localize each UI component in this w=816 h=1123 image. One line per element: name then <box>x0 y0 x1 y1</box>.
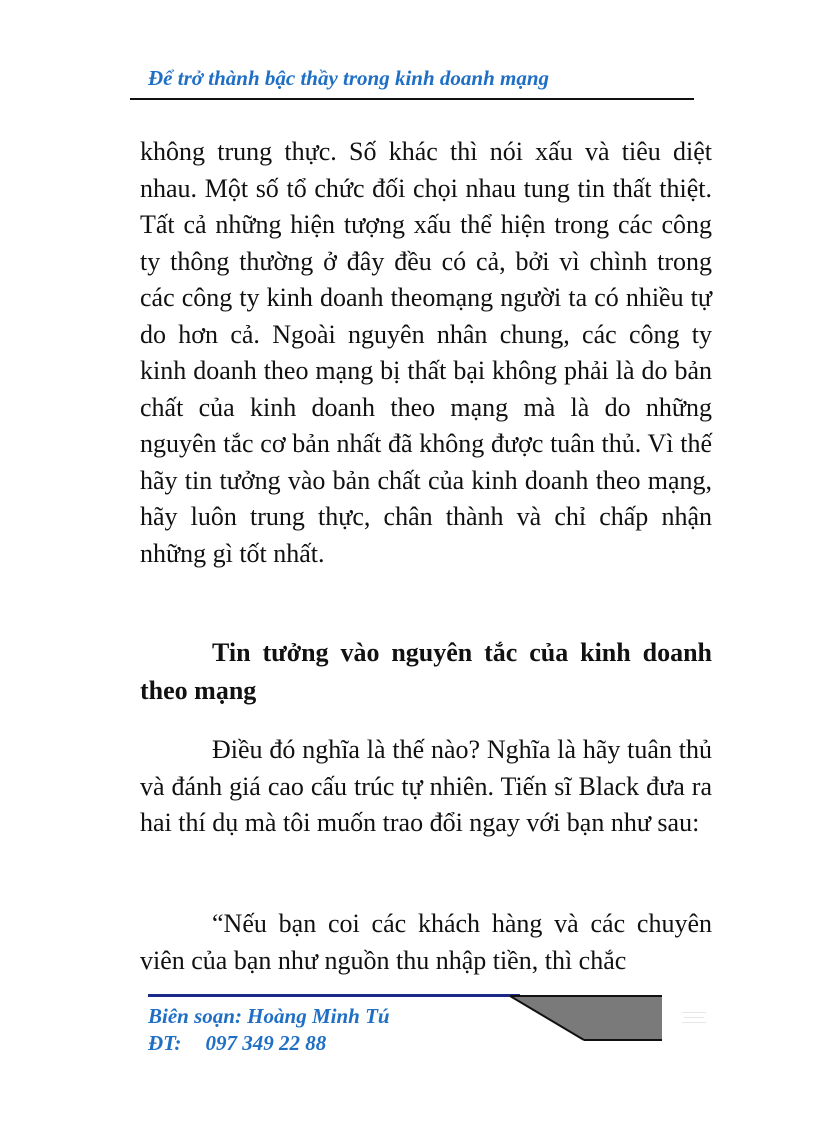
footer-phone-number: 097 349 22 88 <box>205 1031 327 1055</box>
page-mark-decoration <box>680 1008 708 1026</box>
section-heading: Tin tưởng vào nguyên tắc của kinh doanh theo mạng <box>140 638 712 705</box>
body-paragraph: không trung thực. Số khác thì nói xấu và tiêu diệt nhau. Một số tổ chức đối chọi nhau tung tin thất thiệt. Tất cả những hiện tượng xấu thể hiện trong các công ty thông thường ở đây đều có cả, bởi vì chình trong các công ty kinh doanh theomạng người ta có nhiều tự do hơn cả. Ngoài nguyên nhân chung, các công ty kinh doanh theo mạng bị thất bại không phải là do bản chất của kinh doanh theo mạng mà là do những nguyên tắc cơ bản nhất đã không được tuân thủ. Vì thế hãy tin tưởng vào bản chất của kinh doanh theo mạng, hãy luôn trung thực, chân thành và chỉ chấp nhận những gì tốt nhất. <box>140 137 712 568</box>
body-paragraph: Điều đó nghĩa là thế nào? Nghĩa là hãy tuân thủ và đánh giá cao cấu trúc tự nhiên. Tiến sĩ Black đưa ra hai thí dụ mà tôi muốn trao đổi ngay với bạn như sau: <box>140 735 712 837</box>
body-paragraph: “Nếu bạn coi các khách hàng và các chuyên viên của bạn như nguồn thu nhập tiền, thì chắc <box>140 909 712 975</box>
footer-rule <box>148 994 520 997</box>
footer-phone <box>148 1031 326 1056</box>
footer-author: Biên soạn: Hoàng Minh Tú <box>148 1004 390 1028</box>
header-title: Để trở thành bậc thầy trong kinh doanh mạng <box>148 66 550 90</box>
header-rule <box>130 98 694 100</box>
footer-decoration-shape <box>510 994 662 1044</box>
footer-phone-label: ĐT: <box>148 1031 182 1055</box>
